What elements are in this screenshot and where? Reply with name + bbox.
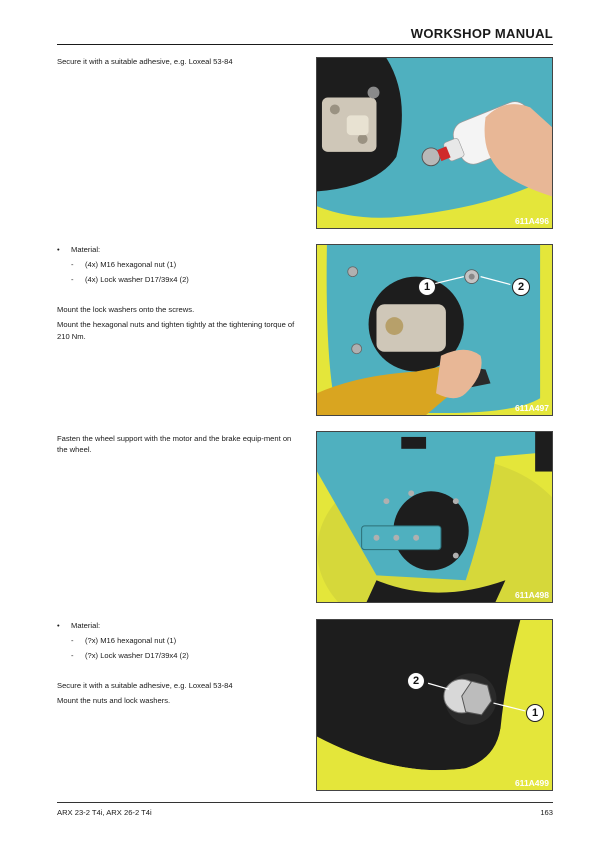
section-3-instruction: Fasten the wheel support with the motor and the brake equip-ment on the wheel. bbox=[57, 434, 292, 455]
photo-lock-washers bbox=[316, 244, 553, 416]
photo-code: 611A499 bbox=[514, 778, 549, 788]
callout-marker: 2 bbox=[407, 672, 425, 690]
photo-code: 611A496 bbox=[514, 216, 549, 226]
footer-model: ARX 23-2 T4i, ARX 26-2 T4i bbox=[57, 808, 152, 817]
section-4-instruction: Secure it with a suitable adhesive, e.g. Loxeal 53-84 bbox=[57, 680, 233, 690]
material-item: - (4x) M16 hexagonal nut (1) bbox=[57, 259, 302, 270]
material-item: - (?x) M16 hexagonal nut (1) bbox=[57, 635, 302, 646]
page-number: 163 bbox=[540, 808, 553, 817]
material-item: - (4x) Lock washer D17/39x4 (2) bbox=[57, 274, 302, 285]
section-2-text-block bbox=[57, 244, 302, 346]
photo-nut-mounting bbox=[316, 619, 553, 791]
callout-marker: 1 bbox=[418, 278, 436, 296]
photo-wheel-support bbox=[316, 431, 553, 603]
section-4-instruction: Mount the nuts and lock washers. bbox=[57, 696, 171, 706]
section-1-text-block bbox=[57, 56, 302, 72]
callout-marker: 1 bbox=[526, 704, 544, 722]
material-item: - (?x) Lock washer D17/39x4 (2) bbox=[57, 650, 302, 661]
section-4-text-block bbox=[57, 620, 302, 711]
photo-nut-mounting-illustration bbox=[317, 620, 552, 790]
header-title: WORKSHOP MANUAL bbox=[410, 26, 553, 41]
photo-lock-washers-illustration bbox=[317, 245, 552, 415]
photo-code: 611A498 bbox=[514, 590, 549, 600]
material-bullet: • Material: bbox=[57, 620, 302, 631]
header-rule bbox=[57, 44, 553, 45]
photo-code: 611A497 bbox=[514, 403, 549, 413]
photo-adhesive bbox=[316, 57, 553, 229]
section-2-instruction: Mount the lock washers onto the screws. bbox=[57, 304, 195, 314]
photo-adhesive-illustration bbox=[317, 58, 552, 228]
callout-marker: 2 bbox=[512, 278, 530, 296]
footer-rule bbox=[57, 802, 553, 803]
section-3-text-block bbox=[57, 433, 302, 460]
photo-wheel-support-illustration bbox=[317, 432, 552, 602]
section-1-instruction: Secure it with a suitable adhesive, e.g. Loxeal 53-84 bbox=[57, 57, 233, 66]
section-2-instruction: Mount the hexagonal nuts and tighten tightly at the tightening torque of 210 Nm. bbox=[57, 320, 295, 341]
material-bullet: • Material: bbox=[57, 244, 302, 255]
